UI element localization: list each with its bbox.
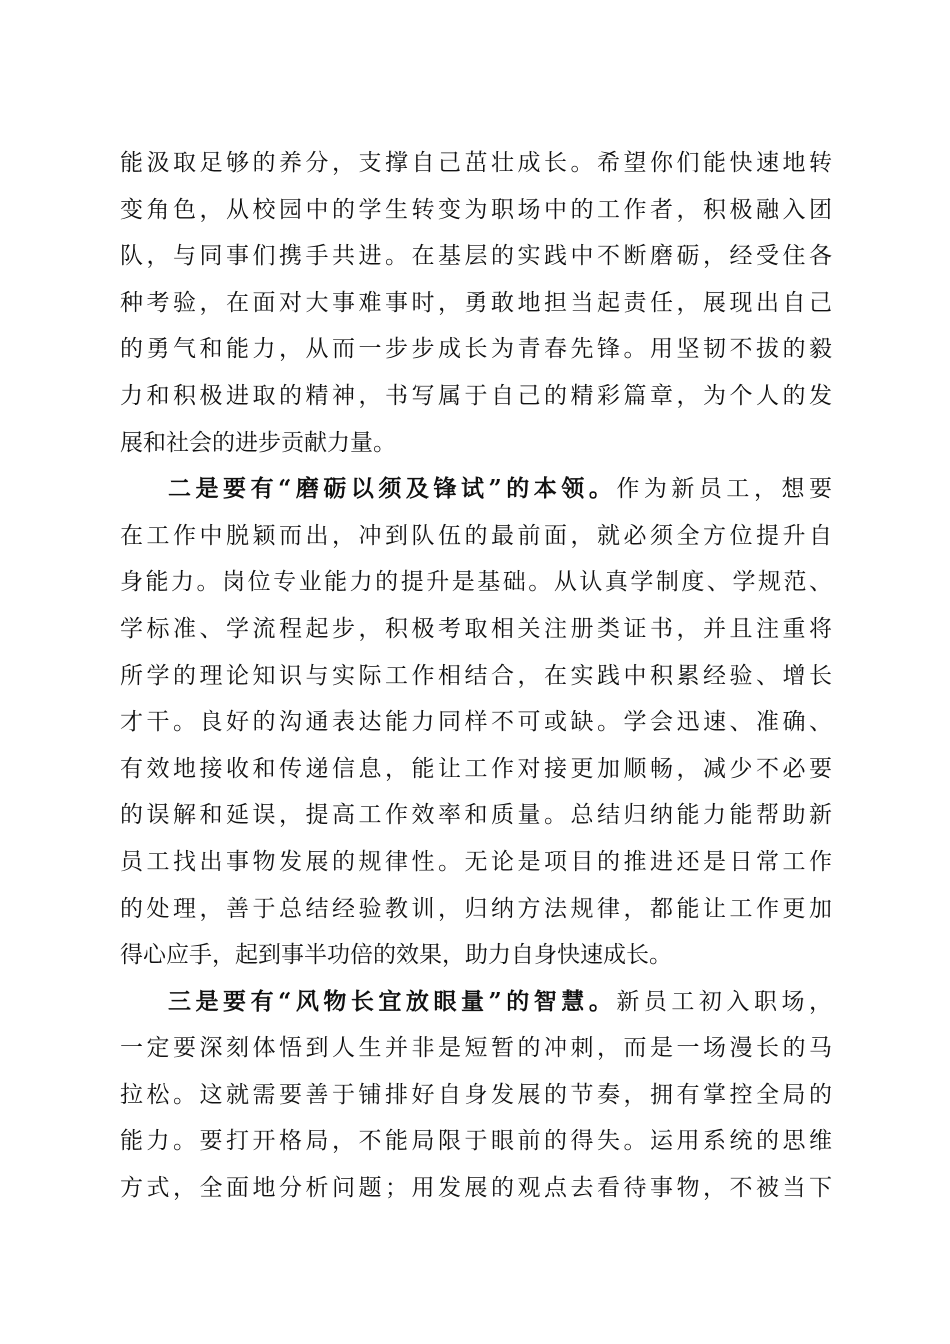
paragraph-1	[120, 140, 832, 466]
paragraph-2	[120, 466, 832, 979]
text-line: 身能力。岗位专业能力的提升是基础。从认真学制度、学规范、	[120, 569, 832, 596]
paragraph-first-line	[120, 979, 832, 1026]
text-line: 所学的理论知识与实际工作相结合，在实践中积累经验、增长	[120, 662, 832, 689]
paragraph-first-line-rest: 新员工初入职场，	[616, 988, 832, 1015]
text-line: 队，与同事们携手共进。在基层的实践中不断磨砺，经受住各	[120, 243, 832, 270]
text-line: 拉松。这就需要善于铺排好自身发展的节奏，拥有掌控全局的	[120, 1081, 832, 1108]
text-line: 学标准、学流程起步，积极考取相关注册类证书，并且注重将	[120, 615, 832, 642]
text-line: 种考验，在面对大事难事时，勇敢地担当起责任，展现出自己	[120, 289, 832, 316]
text-line: 的勇气和能力，从而一步步成长为青春先锋。用坚韧不拔的毅	[120, 336, 832, 363]
text-line: 一定要深刻体悟到人生并非是短暂的冲刺，而是一场漫长的马	[120, 1035, 832, 1062]
text-line: 方式，全面地分析问题；用发展的观点去看待事物，不被当下	[120, 1175, 832, 1202]
paragraph-heading: 三是要有“风物长宜放眼量”的智慧。	[168, 987, 617, 1015]
text-line: 才干。良好的沟通表达能力同样不可或缺。学会迅速、准确、	[120, 709, 832, 736]
text-line: 变角色，从校园中的学生转变为职场中的工作者，积极融入团	[120, 196, 832, 223]
text-line: 有效地接收和传递信息，能让工作对接更加顺畅，减少不必要	[120, 755, 832, 782]
text-line: 展和社会的进步贡献力量。	[120, 429, 396, 456]
paragraph-heading: 二是要有“磨砺以须及锋试”的本领。	[168, 475, 617, 503]
text-line: 员工找出事物发展的规律性。无论是项目的推进还是日常工作	[120, 848, 832, 875]
text-line: 的处理，善于总结经验教训，归纳方法规律，都能让工作更加	[120, 895, 832, 922]
text-line: 能力。要打开格局，不能局限于眼前的得失。运用系统的思维	[120, 1128, 832, 1155]
paragraph-first-line-rest: 作为新员工，想要	[616, 476, 832, 503]
text-line: 得心应手，起到事半功倍的效果，助力自身快速成长。	[120, 942, 672, 969]
document-page	[120, 140, 832, 1212]
text-line: 在工作中脱颖而出，冲到队伍的最前面，就必须全方位提升自	[120, 522, 832, 549]
text-line: 的误解和延误，提高工作效率和质量。总结归纳能力能帮助新	[120, 802, 832, 829]
text-line: 能汲取足够的养分，支撑自己茁壮成长。希望你们能快速地转	[120, 150, 832, 176]
paragraph-3	[120, 979, 832, 1212]
text-line: 力和积极进取的精神，书写属于自己的精彩篇章，为个人的发	[120, 382, 832, 409]
paragraph-first-line	[120, 466, 832, 513]
